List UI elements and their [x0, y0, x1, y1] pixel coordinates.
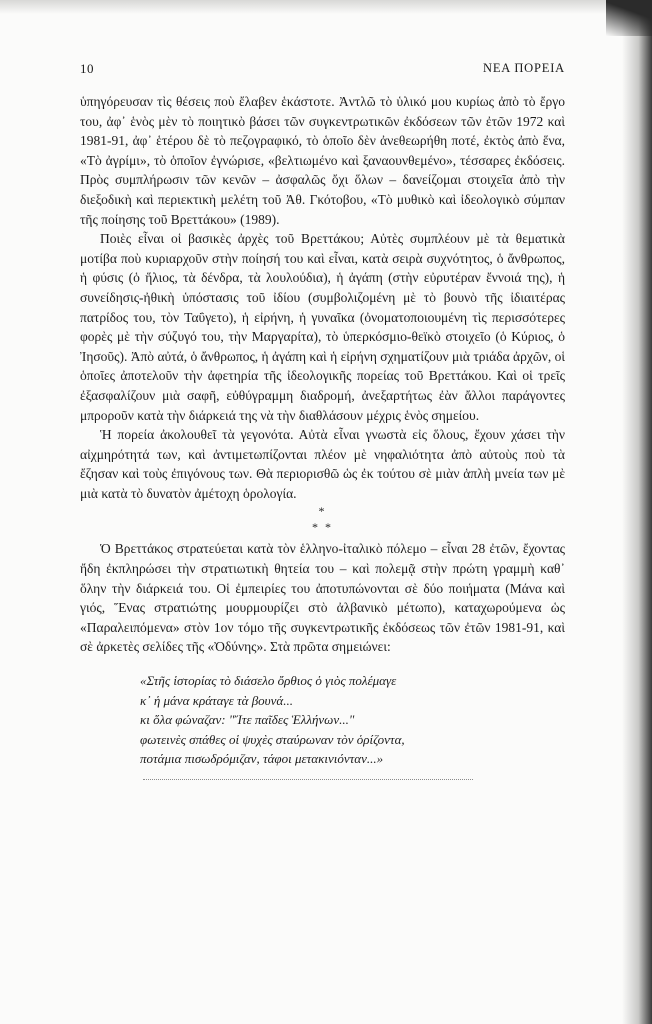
- paragraph-war: Ὁ Βρεττάκος στρατεύεται κατὰ τὸν ἑλληνο-ἰταλικὸ πόλεμο – εἶναι 28 ἐτῶν, ἔχοντας ἤδη ἐκπληρώσει τὴν στρατιωτικὴ θητεία του – καὶ πολεμᾷ στὴν πρώτη γραμμὴ καθ᾽ ὅλην τὴν διάρκειά του. Οἱ ἐμπειρίες του ἀποτυπώνονται σὲ δύο ποιήματα (Μάνα καὶ γιός, Ἕνας στρατιώτης μουρμουρίζει στὸ ἀλβανικὸ μέτωπο), καταχωρούμενα ὡς «Παραλειπόμενα» στὸν 1ον τόμο τῆς συγκεντρωτικῆς ἐκδόσεως τῶν ἐτῶν 1981-91, καὶ σὲ ἀρκετὲς σελίδες τῆς «Ὀδύνης». Στὰ πρῶτα σημειώνει:: [80, 541, 565, 655]
- poem-line: φωτεινὲς σπάθες οἱ ψυχὲς σταύρωναν τὸν ὁρίζοντα,: [140, 731, 405, 747]
- paragraph-continuation: ὑπηγόρευσαν τὶς θέσεις ποὺ ἔλαβεν ἑκάστοτε. Ἀντλῶ τὸ ὑλικό μου κυρίως ἀπὸ τὸ ἔργο του, ἀφ᾽ ἑνὸς μὲν τὸ ποιητικὸ βάσει τῶν συγκεντρωτικῶν ἐκδόσεων τῶν ἐτῶν 1972 καὶ 1981-91, ἀφ᾽ ἑτέρου δὲ τὸ πεζογραφικό, τὸ ὁποῖο δὲν ἀνεθεωρήθη ποτέ, ἐκτὸς ἀπὸ ἕνα, «Τὸ ἀγρίμι», τὸ ὁποῖον ἐγνώρισε, «βελτιωμένο καὶ ξαναουνθεμένο», τέσσαρες ἐκδόσεις. Πρὸς συμπλήρωσιν τῶν κενῶν – ἀσφαλῶς ὄχι ὅλων – δανείζομαι στοιχεῖα ἀπὸ τὴν διεξοδικὴ καὶ περιεκτικὴ μελέτη τοῦ Ἀθ. Γκότοβου, «Τὸ μυθικὸ καὶ ἰδεολογικὸ σύμπαν τῆς ποίησης τοῦ Βρεττάκου» (1989).: [80, 94, 565, 227]
- page-number: 10: [80, 61, 94, 76]
- section-separator: * * *: [312, 504, 333, 535]
- poem-line: κ᾽ ἡ μάνα κράταγε τὰ βουνά...: [140, 692, 293, 708]
- poem-line: ποτάμια πισωδρόμιζαν, τάφοι μετακινιόνταν...»: [140, 751, 384, 767]
- poem-line: «Στῆς ἱστορίας τὸ διάσελο ὄρθιος ὁ γιὸς πολέμαγε: [140, 673, 397, 689]
- page-edge-shadow: [622, 0, 652, 1024]
- poem-line: κι ὅλα φώναζαν: "Ἴτε παῖδες Ἑλλήνων...": [140, 712, 355, 728]
- page-header: [80, 61, 565, 81]
- poem-quote: [140, 671, 565, 769]
- body-text: [80, 92, 565, 780]
- page-top-shadow: [0, 0, 652, 14]
- running-title: ΝΕΑ ΠΟΡΕΙΑ: [483, 61, 565, 75]
- dotted-rule: [143, 779, 473, 780]
- scan-corner-shadow: [606, 0, 652, 36]
- paragraph-principles: Ποιὲς εἶναι οἱ βασικὲς ἀρχὲς τοῦ Βρεττάκου; Αὐτὲς συμπλέουν μὲ τὰ θεματικὰ μοτίβα ποὺ κυριαρχοῦν στὴν ποίησή του καὶ εἶναι, κατὰ σειρὰ συχνότητος, ὁ ἄνθρωπος, ἡ φύσις (ὁ ἥλιος, τὰ δένδρα, τὰ λουλούδια), ἡ ἀγάπη (στὴν εὐρυτέραν ἔννοιά της), ἡ συνείδησις-ἠθικὴ ὑπόστασις τοῦ ἰδίου (συμβολιζομένη μὲ τὸ βουνὸ τῆς ἰδιαιτέρας πατρίδος του, τὸν Ταΰγετο), ἡ εἰρήνη, ἡ γυναῖκα (ὀνοματοποιουμένη τὶς περισσότερες φορὲς μὲ τὴν σύζυγό του, τὴν Μαργαρίτα), τὸ ὑπερκόσμιο-θεϊκὸ στοιχεῖο (ὁ Κύριος, ὁ Ἰησοῦς). Ἀπὸ αὐτά, ὁ ἄνθρωπος, ἡ ἀγάπη καὶ ἡ εἰρήνη σχηματίζουν μιὰ τριάδα ἀρχῶν, οἱ ὁποῖες ἀποτελοῦν τὴν ἀφετηρία τῆς ἰδεολογικῆς πορείας τοῦ Βρεττάκου. Καὶ οἱ τρεῖς ἐξασφαλίζουν μιὰ σαφῆ, εὐθύγραμμη διαδρομή, ἀνεξαρτήτως ἐὰν ἄλλοι παράγοντες μπροροῦν κατὰ τὴν διάρκειά της νὰ τὴν διαθλάσουν μέχρις ἑνὸς σημείου.: [80, 231, 565, 423]
- paragraph-events: Ἡ πορεία ἀκολουθεῖ τὰ γεγονότα. Αὐτὰ εἶναι γνωστὰ εἰς ὅλους, ἔχουν χάσει τὴν αἰχμηρότητά των, καὶ ἀντιμετωπίζονται πλέον μὲ νηφαλιότητα ἀπὸ αὐτοὺς ποὺ τὰ ἔζησαν καὶ τοὺς ἐπιγόνους των. Θὰ περιορισθῶ ὡς ἐκ τούτου σὲ μιὰν ἁπλὴ μνεία των μὲ μιὰ κατὰ τὸ δυνατὸν ἀμέτοχη ὁρολογία.: [80, 427, 565, 501]
